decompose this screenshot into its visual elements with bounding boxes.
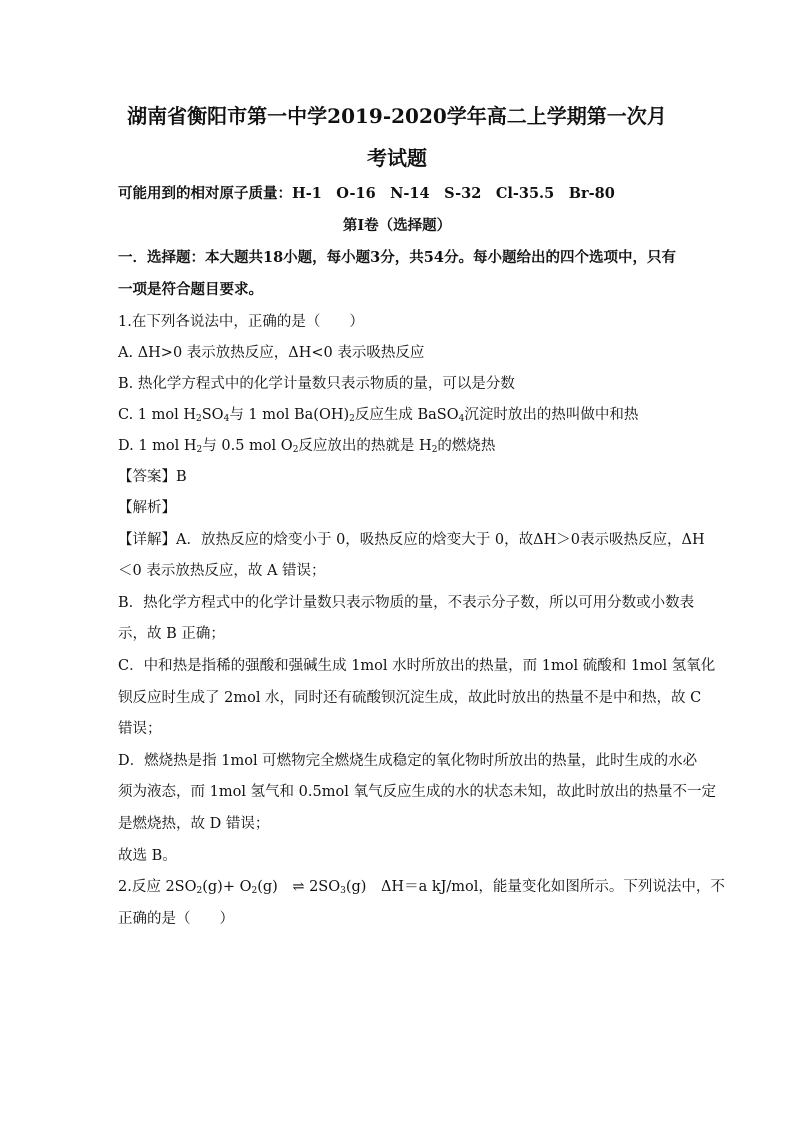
detail-line: C．中和热是指稀的强酸和强碱生成 1mol 水时所放出的热量，而 1mol 硫酸和 1mol 氢氧化 (118, 658, 716, 674)
question-1-analysis-label: 【解析】 (118, 500, 176, 516)
question-1-option-a: A. ΔH>0 表示放热反应，ΔH<0 表示吸热反应 (118, 345, 425, 361)
detail-line: ＜0 表示放热反应，故 A 错误； (118, 563, 326, 579)
question-1-answer: 【答案】B (118, 469, 187, 485)
detail-line: 示，故 B 正确； (118, 626, 225, 642)
question-2-stem-line-2: 正确的是（ ） (118, 911, 234, 927)
detail-line: B．热化学方程式中的化学计量数只表示物质的量，不表示分子数，所以可用分数或小数表 (118, 595, 695, 611)
question-1-stem: 1.在下列各说法中，正确的是（ ） (118, 314, 364, 330)
question-1-option-d: D. 1 mol $H_2$与 0.5 mol $O_2$反应放出的热就是 $H_2$的燃烧热 (118, 438, 496, 455)
question-1-option-c: C. 1 mol $H_2SO_4$与 1 mol $Ba(OH)_2$反应生成 BaSO$_4$沉淀时放出的热叫做中和热 (118, 407, 639, 424)
detail-line: 错误； (118, 721, 162, 737)
detail-line: 钡反应时生成了 2mol 水，同时还有硫酸钡沉淀生成，故此时放出的热量不是中和热，故 C (118, 690, 702, 706)
question-2-stem-line-1: 2.反应 $2SO_2(g)+ O_2(g)$ ⇌ $2SO_3(g)$ ΔH＝a kJ/mol，能量变化如图所示。下列说法中，不 (118, 879, 725, 896)
atomic-masses: 可能用到的相对原子质量：H-1 O-16 N-14 S-32 Cl-35.5 Br-80 (118, 185, 615, 202)
detail-line: 须为液态，而 1mol 氢气和 0.5mol 氧气反应生成的水的状态未知，故此时放出的热量不一定 (118, 784, 716, 800)
section-heading: 第Ⅰ卷（选择题） (342, 217, 452, 234)
question-1-option-b: B. 热化学方程式中的化学计量数只表示物质的量，可以是分数 (118, 376, 515, 392)
detail-line: 是燃烧热，故 D 错误； (118, 816, 270, 832)
exam-title-line-1: 湖南省衡阳市第一中学2019-2020学年高二上学期第一次月 (127, 104, 667, 128)
instructions-line-1: 一．选择题：本大题共18小题，每小题3分，共54分。每小题给出的四个选项中，只有 (118, 249, 676, 266)
exam-title-line-2: 考试题 (367, 146, 427, 170)
detail-line: D．燃烧热是指 1mol 可燃物完全燃烧生成稳定的氧化物时所放出的热量，此时生成的水必 (118, 753, 698, 769)
instructions-line-2: 一项是符合题目要求。 (118, 281, 263, 298)
detail-line: 【详解】A．放热反应的焓变小于 0，吸热反应的焓变大于 0，故ΔH＞0表示吸热反应，ΔH (118, 532, 705, 548)
detail-line: 故选 B。 (118, 848, 177, 864)
